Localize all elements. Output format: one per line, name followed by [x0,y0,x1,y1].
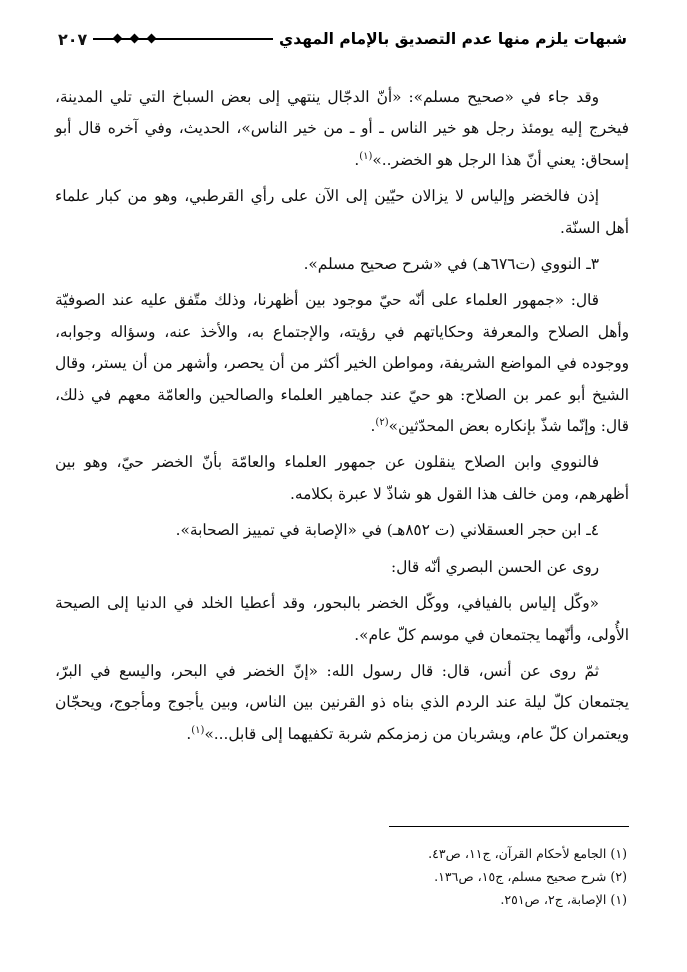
page-number: ٢٠٧ [58,29,88,49]
paragraph-text: : «إنّ الخضر في البحر، واليسع في البرّ، يجتمعان كلّ ليلة عند الردم الذي بناه ذو القرنين بين الناس، وبين يأجوج ومأجوج، ويحجّان ويعتمران كلّ عام، ويشربان من زمزمكم شربة تكفيهما إلى قابل...» [55,661,629,743]
running-header-title: شبهات يلزم منها عدم التصديق بالإمام المهدي [279,30,627,48]
header-ornament-dots [109,32,160,46]
running-header [58,24,627,54]
paragraph-p2 [55,181,629,244]
paragraph-p6 [55,515,629,546]
main-text [55,82,629,755]
paragraph-text: . [354,150,360,169]
paragraph-p4 [55,285,629,442]
paragraph-p3 [55,249,629,280]
paragraph-text: إذن فالخضر وإلياس [470,187,600,206]
footnote-separator [389,826,629,827]
footnote-reference: (١) [359,150,373,162]
paragraph-text: وقد جاء في «صحيح مسلم»: «أنّ الدجّال ينتهي إلى بعض السباخ التي تلي المدينة، فيخرج إليه يومئذ رجل هو خير الناس ـ أو ـ من خير الناس»، الحديث، وفي آخره قال أبو إسحاق: يعني أنّ هذا الرجل هو الخضر..» [55,88,629,169]
paragraph-text: ٤ـ ابن حجر العسقلاني (ت ٨٥٢هـ) في «الإصابة في تمييز الصحابة». [175,521,599,540]
ornament-diamond-icon [113,34,123,44]
paragraph-text: روى عن الحسن البصري أنّه قال: [390,557,599,576]
footnote-reference: (١) [191,724,205,736]
paragraph-p9 [55,656,629,750]
paragraph-text: قال: «جمهور العلماء على أنّه حيّ موجود بين أظهرنا، وذلك متّفق عليه عند الصوفيّة وأهل الصلاح والمعرفة وحكاياتهم في رؤيته، والإجتماع به، والأخذ عنه، وسؤاله وجوابه، ووجوده في المواضع الشريفة، ومواطن الخير أكثر من أن يحصر، وأشهر من أن يستر، وقال الشيخ أبو عمر بن الصلاح: هو حيّ عند جماهير العلماء والصالحين والعامّة معهم في ذلك، قال: وإنّما شذّ بإنكاره بعض المحدّثين» [55,291,629,436]
paragraph-p8 [55,588,629,651]
paragraph-text: فالنووي وابن الصلاح ينقلون عن جمهور العلماء والعامّة بأنّ الخضر [152,453,599,472]
paragraph-text: ٣ـ النووي (ت٦٧٦هـ) في «شرح صحيح مسلم». [303,255,599,274]
footnote-2: (٢) شرح صحيح مسلم، ج١٥، ص١٣٦. [434,869,627,884]
footnote-reference: (٢) [375,416,389,428]
paragraph-text: «وكّل إلياس بالفيافي، ووكّل الخضر بالبحور، وقد أعطيا الخلد في الدنيا إلى الصيحة الأُولى، وأنّهما يجتمعان في موسم كلّ عام». [55,594,629,644]
paragraph-text: . [370,417,376,436]
paragraph-text: حيّ، وهو بين أظهرهم، ومن خالف هذا القول هو شاذّ لا عبرة بكلامه. [55,453,629,503]
header-ornament-rule [93,32,273,46]
footnote-3: (١) الإصابة، ج٢، ص٢٥١. [500,892,627,907]
ornament-diamond-icon [147,34,157,44]
footnotes [55,842,627,911]
paragraph-p5 [55,447,629,510]
footnote-1: (١) الجامع لأحكام القرآن، ج١١، ص٤٣. [428,846,627,861]
paragraph-p7 [55,552,629,583]
ornament-diamond-icon [130,34,140,44]
paragraph-p1 [55,82,629,176]
paragraph-text: لا يزالان حيّين إلى الآن على رأي القرطبي، وهو من كبار علماء أهل السنّة. [55,187,629,237]
paragraph-text: ثمّ روى عن أنس، قال: قال رسول الله [331,661,599,680]
paragraph-text: . [186,724,192,743]
